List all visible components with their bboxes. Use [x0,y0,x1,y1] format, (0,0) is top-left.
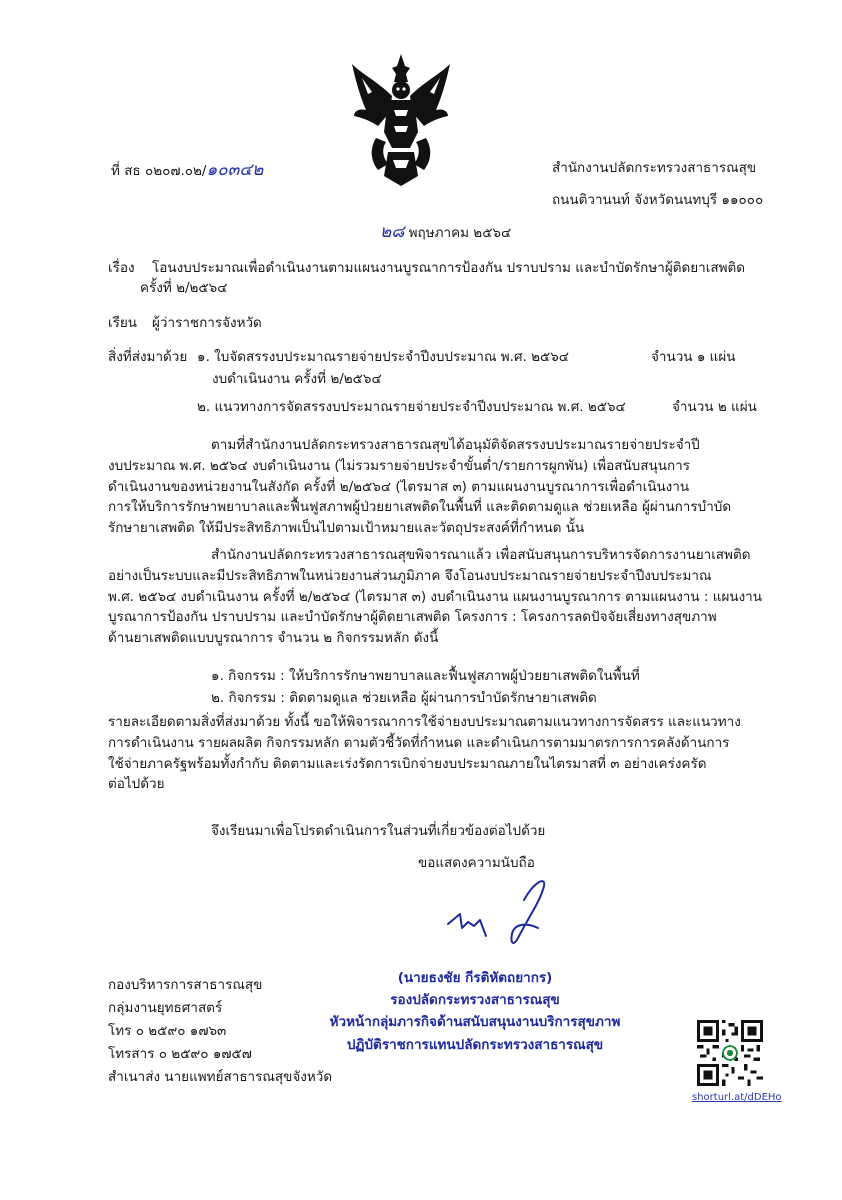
paragraph-line: อย่างเป็นระบบและมีประสิทธิภาพในหน่วยงานส่วนภูมิภาค จึงโอนงบประมาณรายจ่ายประจำปีงบประมาณ [108,567,712,584]
paragraph-line: พ.ศ. ๒๕๖๔ งบดำเนินงาน ครั้งที่ ๒/๒๕๖๔ (ไตรมาส ๓) งบดำเนินงาน แผนงานบูรณาการ ตามแผนงาน : แผนงาน [108,588,762,605]
paragraph-line: รักษายาเสพติด ให้มีประสิทธิภาพเป็นไปตามเป้าหมายและวัตถุประสงค์ที่กำหนด นั้น [108,520,585,537]
salutation-label: เรียน [108,315,138,331]
reference-prefix: ที่ สธ ๐๒๐๗.๐๒/ [111,163,207,179]
footer-group: กลุ่มงานยุทธศาสตร์ [108,1000,223,1016]
garuda-emblem [348,52,454,188]
subject-text: โอนงบประมาณเพื่อดำเนินงานตามแผนงานบูรณาการป้องกัน ปราบปราม และบำบัดรักษาผู้ติดยาเสพติด [152,260,746,276]
paragraph-line: ต่อไปด้วย [108,776,165,793]
paragraph-line: งบประมาณ พ.ศ. ๒๕๖๔ งบดำเนินงาน (ไม่รวมรายจ่ายประจำขั้นต่ำ/รายการผูกพัน) เพื่อสนับสนุนการ [108,457,690,474]
footer-phone: โทร ๐ ๒๕๙๐ ๑๗๖๓ [108,1023,227,1039]
reference-handwritten-number: ๑๐๓๔๒ [206,160,264,180]
enclosure-item-2-quantity: จำนวน ๒ แผ่น [672,399,757,415]
paragraph-line: ด้านยาเสพติดแบบบูรณาการ จำนวน ๒ กิจกรรมหลัก ดังนี้ [108,630,439,647]
enclosures-label: สิ่งที่ส่งมาด้วย [108,349,188,365]
footer-department: กองบริหารการสาธารณสุข [108,977,263,993]
closing-sentence: จึงเรียนมาเพื่อโปรดดำเนินการในส่วนที่เกี่ยวข้องต่อไปด้วย [211,823,546,839]
issuer-name: สำนักงานปลัดกระทรวงสาธารณสุข [552,160,757,176]
paragraph-line: รายละเอียดตามสิ่งที่ส่งมาด้วย ทั้งนี้ ขอให้พิจารณาการใช้จ่ายงบประมาณตามแนวทางการจัดสรร และแนวทาง [108,714,741,730]
paragraph-line: บูรณาการป้องกัน ปราบปราม และบำบัดรักษาผู้ติดยาเสพติด โครงการ : โครงการลดปัจจัยเสี่ยงทางสุขภาพ [108,609,717,626]
complimentary-close: ขอแสดงความนับถือ [418,855,535,871]
paragraph-line: ดำเนินงานของหน่วยงานในสังกัด ครั้งที่ ๒/๒๕๖๔ (ไตรมาส ๓) ตามแผนงานบูรณาการเพื่อดำเนินงาน [108,478,690,495]
enclosure-item-1: ๑. ใบจัดสรรงบประมาณรายจ่ายประจำปีงบประมาณ พ.ศ. ๒๕๖๔ [197,349,570,365]
paragraph-line: การให้บริการรักษาพยาบาลและฟื้นฟูสภาพผู้ป่วยยาเสพติดในพื้นที่ และติดตามดูแล ช่วยเหลือ ผู้ผ่านการบำบัด [108,499,732,516]
body-paragraph-1 [108,435,768,539]
footer-copy-to: สำเนาส่ง นายแพทย์สาธารณสุขจังหวัด [108,1069,333,1085]
paragraph-line: การดำเนินงาน รายผลผลิต กิจกรรมหลัก ตามตัวชี้วัดที่กำหนด และดำเนินการตามมาตรการการคลังด้านการ [108,734,730,751]
salutation-recipient: ผู้ว่าราชการจังหวัด [152,315,262,331]
enclosure-item-1-detail: งบดำเนินงาน ครั้งที่ ๒/๒๕๖๔ [212,371,382,387]
paragraph-line: ใช้จ่ายภาครัฐพร้อมทั้งกำกับ ติดตามและเร่งรัดการเบิกจ่ายงบประมาณภายในไตรมาสที่ ๓ อย่างเคร่งครัด [108,755,707,772]
date-month-year: พฤษภาคม ๒๕๖๔ [408,225,512,241]
body-paragraph-3 [108,712,768,795]
signatory-name: (นายธงชัย กีรติหัตถยากร) [397,970,553,986]
date-handwritten-day: ๒๘ [380,222,405,242]
activity-item-1: ๑. กิจกรรม : ให้บริการรักษาพยาบาลและฟื้นฟูสภาพผู้ป่วยยาเสพติดในพื้นที่ [211,668,640,684]
signatory-title-3: ปฏิบัติราชการแทนปลัดกระทรวงสาธารณสุข [346,1037,604,1053]
qr-code[interactable] [697,1020,763,1086]
paragraph-line: ตามที่สำนักงานปลัดกระทรวงสาธารณสุขได้อนุมัติจัดสรรงบประมาณรายจ่ายประจำปี [211,437,700,453]
reference-number [111,160,263,181]
activity-item-2: ๒. กิจกรรม : ติดตามดูแล ช่วยเหลือ ผู้ผ่านการบำบัดรักษายาเสพติด [211,690,597,706]
footer-fax: โทรสาร ๐ ๒๕๙๐ ๑๗๕๗ [108,1046,252,1062]
signatory-title-2: หัวหน้ากลุ่มภารกิจด้านสนับสนุนงานบริการสุขภาพ [329,1014,621,1030]
signatory-title-1: รองปลัดกระทรวงสาธารณสุข [390,992,560,1008]
subject-label: เรื่อง [108,260,135,276]
letter-date [380,222,511,243]
body-paragraph-2 [108,545,768,649]
handwritten-signature [440,872,560,952]
qr-short-link[interactable]: shorturl.at/dDEHo [692,1092,782,1103]
enclosure-item-1-quantity: จำนวน ๑ แผ่น [651,349,736,365]
enclosure-item-2: ๒. แนวทางการจัดสรรงบประมาณรายจ่ายประจำปีงบประมาณ พ.ศ. ๒๕๖๔ [197,399,626,415]
paragraph-line: สำนักงานปลัดกระทรวงสาธารณสุขพิจารณาแล้ว เพื่อสนับสนุนการบริหารจัดการงานยาเสพติด [211,547,751,563]
subject-text-continued: ครั้งที่ ๒/๒๕๖๔ [140,280,228,296]
issuer-address: ถนนติวานนท์ จังหวัดนนทบุรี ๑๑๐๐๐ [552,192,764,208]
